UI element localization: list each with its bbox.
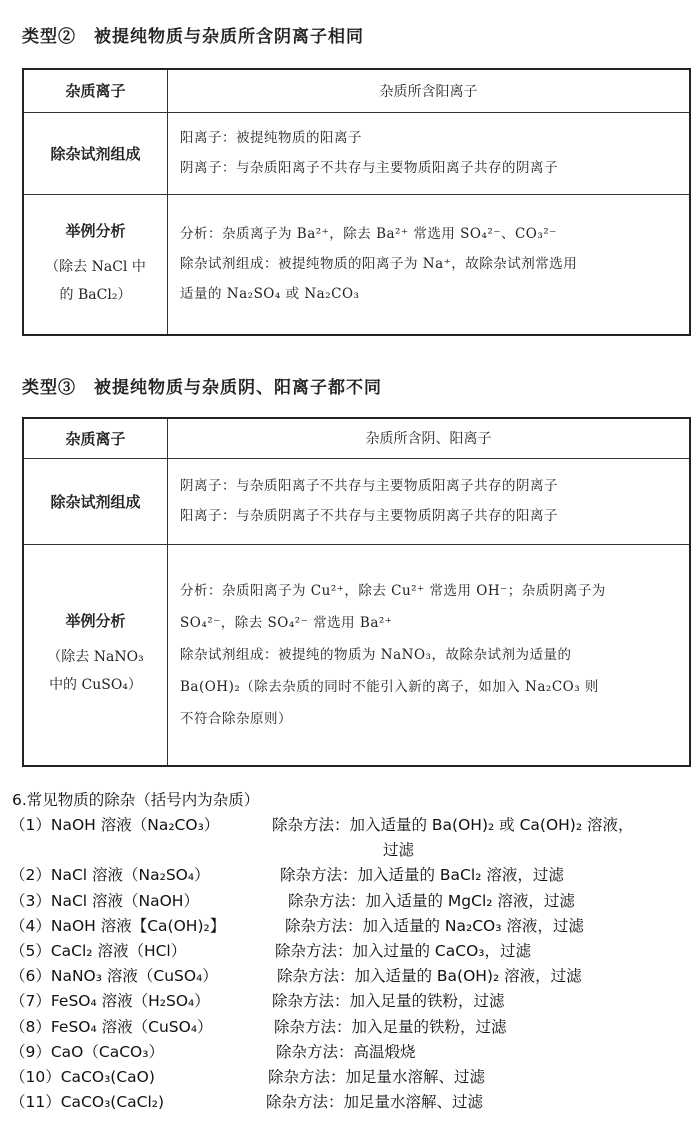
content-line: 除杂试剂组成：被提纯的物质为 NaNO₃，故除杂试剂为适量的	[180, 646, 572, 663]
item-substance: （9）CaO（CaCO₃）	[10, 1042, 164, 1061]
content-line: SO₄²⁻，除去 SO₄²⁻ 常选用 Ba²⁺	[180, 614, 393, 631]
table-row	[23, 458, 690, 544]
example-sublabel	[25, 643, 166, 699]
example-sublabel	[25, 253, 166, 309]
row-label: 杂质离子	[23, 69, 168, 112]
list-item	[10, 863, 694, 888]
sublabel-line: （除去 NaNO₃	[47, 649, 144, 666]
content-line: 分析：杂质离子为 Ba²⁺，除去 Ba²⁺ 常选用 SO₄²⁻、CO₃²⁻	[180, 226, 557, 243]
content-line: 阳离子：被提纯物质的阳离子	[180, 130, 362, 146]
section2-heading	[22, 22, 364, 47]
item-method: 除杂方法：加入足量的铁粉，过滤	[272, 992, 505, 1011]
row-content	[168, 458, 691, 544]
item-substance: （8）FeSO₄ 溶液（CuSO₄）	[10, 1017, 213, 1036]
list-item	[10, 889, 694, 914]
impurity-removal-list	[10, 787, 694, 1115]
section2-number: 类型②	[22, 27, 76, 47]
section3-number: 类型③	[22, 378, 76, 398]
content-line: 分析：杂质阳离子为 Cu²⁺，除去 Cu²⁺ 常选用 OH⁻；杂质阴离子为	[180, 582, 606, 599]
content-line: 除杂试剂组成：被提纯物质的阳离子为 Na⁺，故除杂试剂常选用	[180, 256, 578, 273]
list-item-continuation	[10, 838, 694, 863]
section3-heading	[22, 373, 382, 398]
content-line: 不符合除杂原则）	[180, 710, 292, 727]
type2-table	[22, 68, 691, 336]
sublabel-line: 中的 CuSO₄）	[49, 677, 142, 694]
row-label: 除杂试剂组成	[23, 458, 168, 544]
item-method: 除杂方法：加入适量的 Ba(OH)₂ 溶液，过滤	[277, 967, 582, 986]
item-substance: （5）CaCl₂ 溶液（HCl）	[10, 941, 187, 960]
content-line: Ba(OH)₂（除去杂质的同时不能引入新的离子，如加入 Na₂CO₃ 则	[180, 678, 599, 695]
item-method: 除杂方法：加入适量的 Na₂CO₃ 溶液，过滤	[285, 916, 584, 935]
item-method: 除杂方法：加入适量的 MgCl₂ 溶液，过滤	[288, 891, 575, 910]
item-method: 除杂方法：加足量水溶解、过滤	[268, 1067, 486, 1086]
row-content	[168, 544, 691, 766]
list-item	[10, 1040, 694, 1065]
item-method-continuation: 过滤	[383, 841, 415, 860]
item-method: 除杂方法：加入适量的 Ba(OH)₂ 或 Ca(OH)₂ 溶液，	[272, 816, 634, 834]
item-substance: （4）NaOH 溶液【Ca(OH)₂】	[10, 916, 226, 935]
row-label	[23, 544, 168, 766]
content-line: 阴离子：与杂质阳离子不共存与主要物质阳离子共存的阴离子	[180, 478, 558, 494]
row-content	[168, 194, 691, 335]
item-substance: （7）FeSO₄ 溶液（H₂SO₄）	[10, 992, 210, 1011]
item-substance: （2）NaCl 溶液（Na₂SO₄）	[10, 866, 210, 885]
row-content: 杂质所含阴、阳离子	[168, 418, 691, 458]
item-method: 除杂方法：加足量水溶解、过滤	[266, 1093, 484, 1112]
sublabel-line: （除去 NaCl 中	[45, 258, 146, 275]
section2-title: 被提纯物质与杂质所含阴离子相同	[94, 27, 364, 47]
item-substance: （11）CaCO₃(CaCl₂)	[10, 1093, 165, 1112]
list-item	[10, 914, 694, 939]
item-substance: （6）NaNO₃ 溶液（CuSO₄）	[10, 967, 218, 986]
item-substance: （10）CaCO₃(CaO)	[10, 1067, 155, 1086]
row-label: 除杂试剂组成	[23, 112, 168, 194]
table-row	[23, 112, 690, 194]
item-method: 除杂方法：加入足量的铁粉，过滤	[274, 1017, 507, 1036]
list-item	[10, 1015, 694, 1040]
table-row	[23, 418, 690, 458]
content-line: 阳离子：与杂质阴离子不共存与主要物质阴离子共存的阳离子	[180, 508, 558, 524]
item-substance: （1）NaOH 溶液（Na₂CO₃）	[10, 816, 220, 834]
list-item	[10, 939, 694, 964]
item-substance: （3）NaCl 溶液（NaOH）	[10, 891, 199, 910]
table-row	[23, 544, 690, 766]
table-row	[23, 69, 690, 112]
item-method: 除杂方法：高温煅烧	[276, 1042, 416, 1061]
row-content	[168, 112, 691, 194]
list-item	[10, 989, 694, 1014]
list-item	[10, 1090, 694, 1115]
example-label: 举例分析	[65, 612, 126, 631]
content-line: 阴离子：与杂质阳离子不共存与主要物质阳离子共存的阴离子	[180, 160, 558, 176]
content-line: 适量的 Na₂SO₄ 或 Na₂CO₃	[180, 286, 360, 303]
item-method: 除杂方法：加入适量的 BaCl₂ 溶液，过滤	[280, 866, 564, 885]
row-content: 杂质所含阳离子	[168, 69, 691, 112]
item-method: 除杂方法：加入过量的 CaCO₃，过滤	[275, 941, 531, 960]
type3-table	[22, 417, 691, 767]
row-label	[23, 194, 168, 335]
table-row	[23, 194, 690, 335]
sublabel-line: 的 BaCl₂）	[59, 286, 132, 303]
list-title: 6.常见物质的除杂（括号内为杂质）	[12, 791, 260, 809]
section3-title: 被提纯物质与杂质阴、阳离子都不同	[94, 378, 382, 398]
list-item	[10, 813, 694, 838]
example-label: 举例分析	[65, 221, 126, 240]
list-item	[10, 964, 694, 989]
row-label: 杂质离子	[23, 418, 168, 458]
list-item	[10, 1065, 694, 1090]
